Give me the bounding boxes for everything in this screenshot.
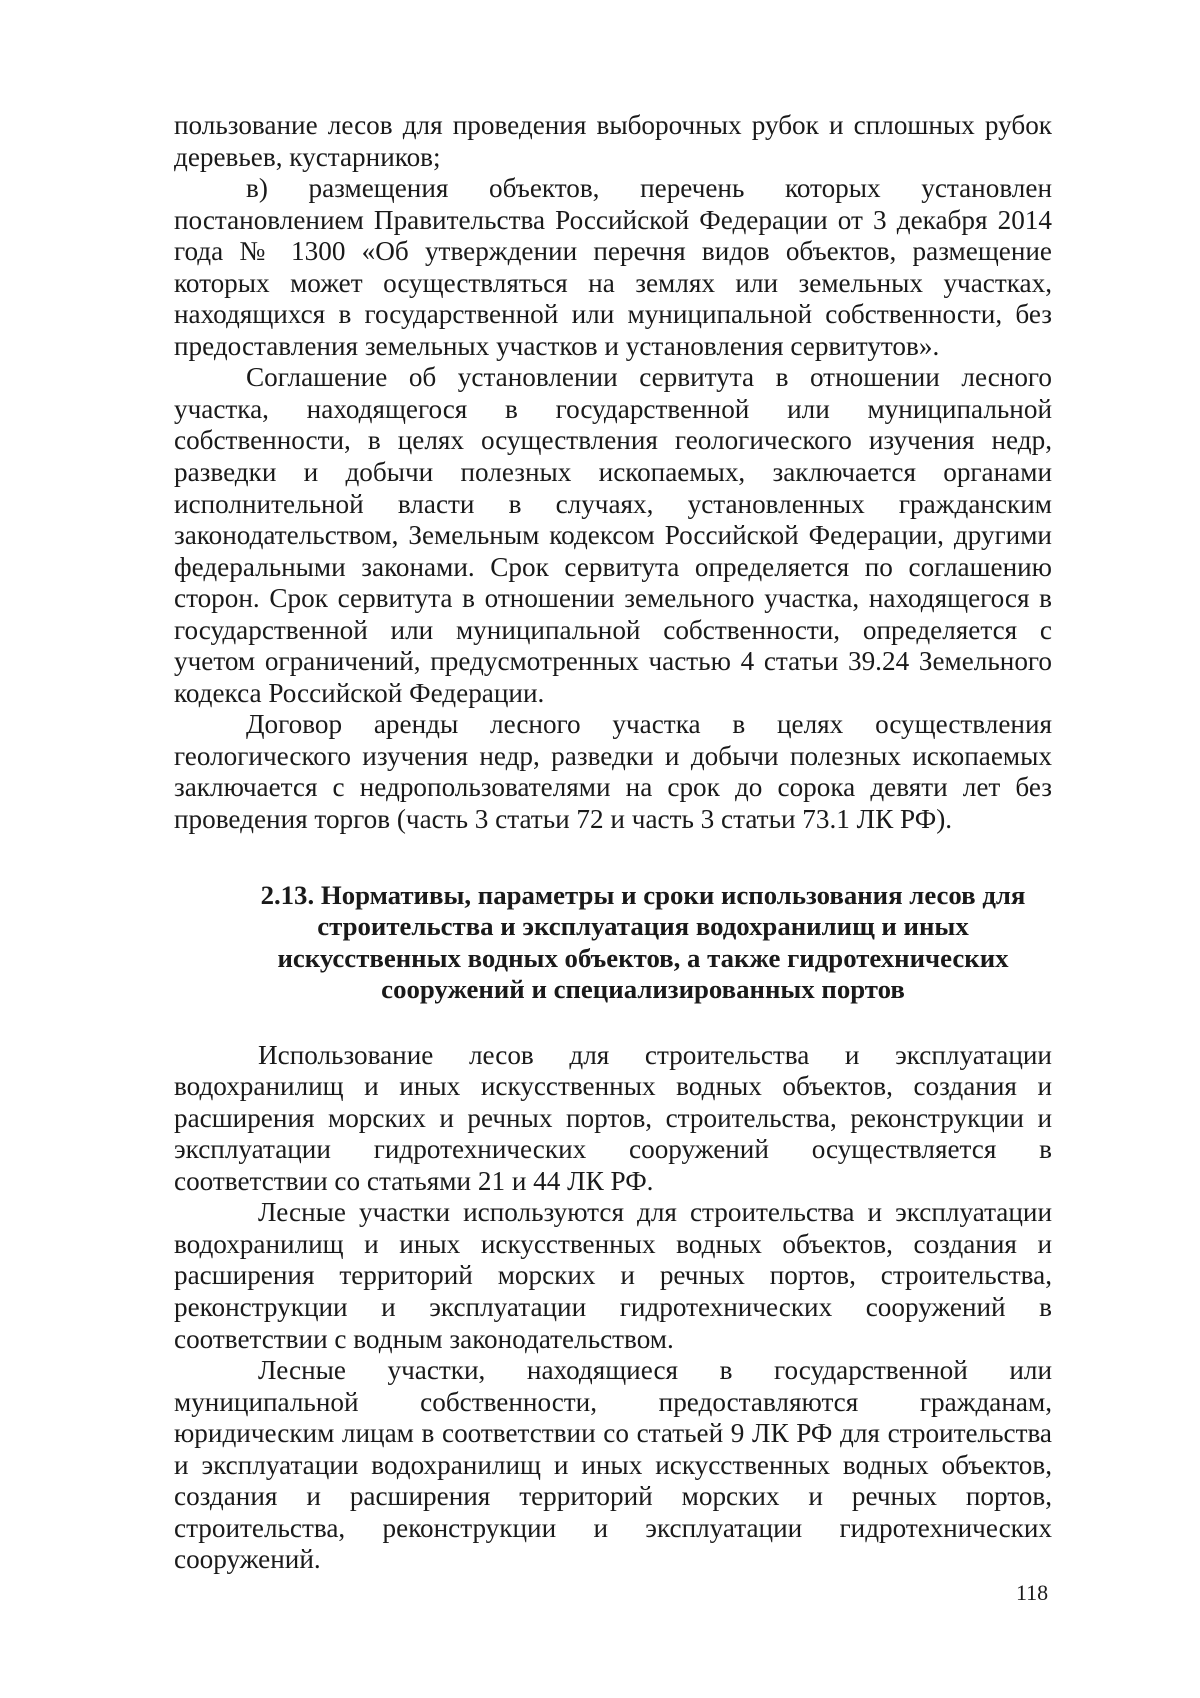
paragraph-forest-use: Использование лесов для строительства и эксплуатации водохранилищ и иных искусственных водных объектов, создания и расширения морских и речных портов, строительства, реконструкции и эксплуатации гидротехнических сооружений осуществляется в соответствии со статьями 21 и 44 ЛК РФ.	[174, 1039, 1052, 1196]
section-heading-line: 2.13. Нормативы, параметры и сроки использования лесов для	[260, 879, 1026, 910]
paragraph-continuation: пользование лесов для проведения выборочных рубок и сплошных рубок деревьев, кустарников;	[174, 110, 1052, 172]
paragraph-forest-plots-provision: Лесные участки, находящиеся в государственной или муниципальной собственности, предоставляются гражданам, юридическим лицам в соответствии со статьей 9 ЛК РФ для строительства и эксплуатации водохранилищ и иных искусственных водных объектов, создания и расширения территорий морских и речных портов, строительства, реконструкции и эксплуатации гидротехнических сооружений.	[174, 1355, 1052, 1575]
section-heading-line: искусственных водных объектов, а также гидротехнических	[277, 942, 1009, 973]
page-number: 118	[1016, 1580, 1049, 1605]
paragraph-item-v: в) размещения объектов, перечень которых установлен постановлением Правительства Российской Федерации от 3 декабря 2014 года № 1300 «Об утверждении перечня видов объектов, размещение которых может осуществляться на землях или земельных участках, находящихся в государственной или муниципальной собственности, без предоставления земельных участков и установления сервитутов».	[174, 173, 1052, 361]
paragraph-servitude: Соглашение об установлении сервитута в отношении лесного участка, находящегося в государственной или муниципальной собственности, в целях осуществления геологического изучения недр, разведки и добычи полезных ископаемых, заключается органами исполнительной власти в случаях, установленных гражданским законодательством, Земельным кодексом Российской Федерации, другими федеральными законами. Срок сервитута определяется по соглашению сторон. Срок сервитута в отношении земельного участка, находящегося в государственной или муниципальной собственности, определяется с учетом ограничений, предусмотренных частью 4 статьи 39.24 Земельного кодекса Российской Федерации.	[174, 362, 1052, 708]
paragraph-lease-agreement: Договор аренды лесного участка в целях осуществления геологического изучения недр, разведки и добычи полезных ископаемых заключается с недропользователями на срок до сорока девяти лет без проведения торгов (часть 3 статьи 72 и часть 3 статьи 73.1 ЛК РФ).	[174, 709, 1052, 835]
section-heading	[174, 880, 1052, 1006]
document-page	[174, 110, 1052, 1576]
section-heading-line: строительства и эксплуатация водохранилищ и иных	[317, 911, 969, 942]
section-heading-line: сооружений и специализированных портов	[381, 974, 905, 1005]
paragraph-forest-plots-use: Лесные участки используются для строительства и эксплуатации водохранилищ и иных искусственных водных объектов, создания и расширения территорий морских и речных портов, строительства, реконструкции и эксплуатации гидротехнических сооружений в соответствии с водным законодательством.	[174, 1197, 1052, 1354]
